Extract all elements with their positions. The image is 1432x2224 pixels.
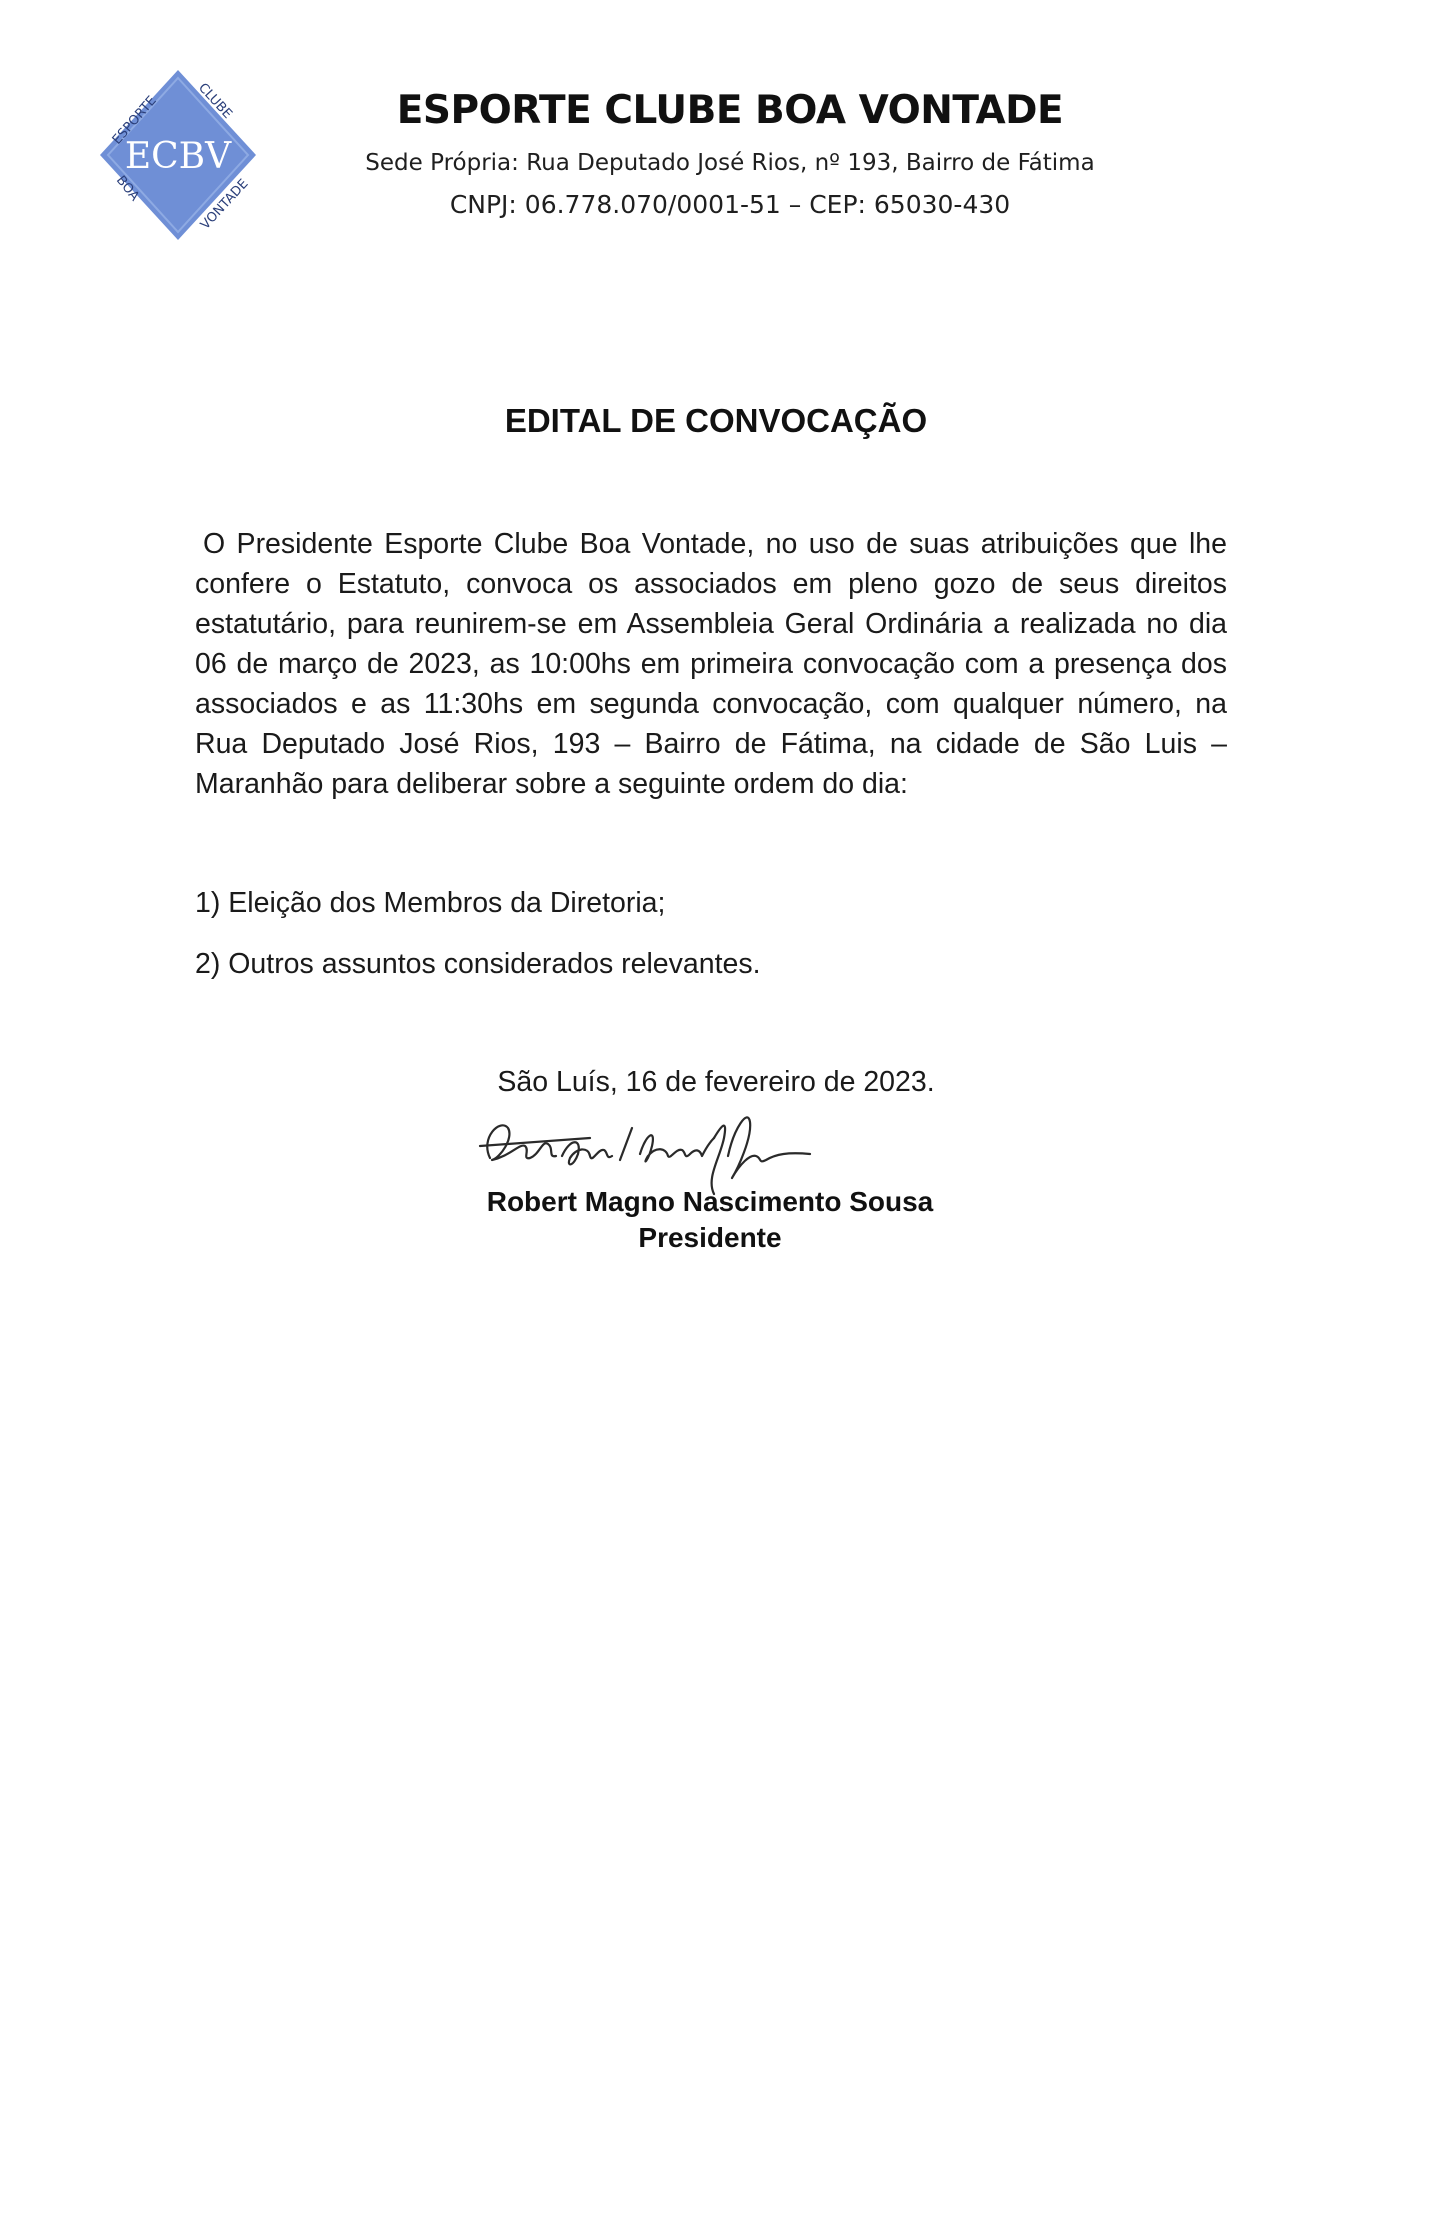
document-title: EDITAL DE CONVOCAÇÃO [504, 402, 928, 439]
agenda-item-1: 1) Eleição dos Membros da Diretoria; [195, 887, 666, 919]
signer-role: Presidente [638, 1222, 782, 1253]
club-logo [88, 60, 268, 250]
place-date: São Luís, 16 de fevereiro de 2023. [497, 1066, 935, 1098]
club-address: Sede Própria: Rua Deputado José Rios, nº 193, Bairro de Fátima [365, 150, 1095, 176]
club-name: ESPORTE CLUBE BOA VONTADE [396, 88, 1064, 133]
logo-word-clube: CLUBE [195, 80, 235, 122]
agenda-item-2: 2) Outros assuntos considerados relevantes. [195, 948, 761, 980]
logo-monogram: ECBV [124, 136, 232, 177]
logo-word-esporte: ESPORTE [109, 93, 160, 148]
logo-word-boa: BOA [112, 173, 142, 205]
signer-name: Robert Magno Nascimento Sousa [486, 1186, 934, 1217]
body-paragraph: O Presidente Esporte Clube Boa Vontade, no uso de suas atribuições que lhe confere o Estatuto, convoca os associados em pleno gozo de seus direitos estatutário, para reunirem-se em Assembleia Geral Ordinária a realizada no dia 06 de março de 2023, as 10:00hs em primeira convocação com a presença dos associados e as 11:30hs em segunda convocação, com qualquer número, na Rua Deputado José Rios, 193 – Bairro de Fátima, na cidade de São Luis – Maranhão para deliberar sobre a seguinte ordem do dia: [195, 528, 1227, 800]
club-registration: CNPJ: 06.778.070/0001-51 – CEP: 65030-430 [449, 190, 1011, 219]
logo-word-vontade: VONTADE [197, 176, 252, 233]
